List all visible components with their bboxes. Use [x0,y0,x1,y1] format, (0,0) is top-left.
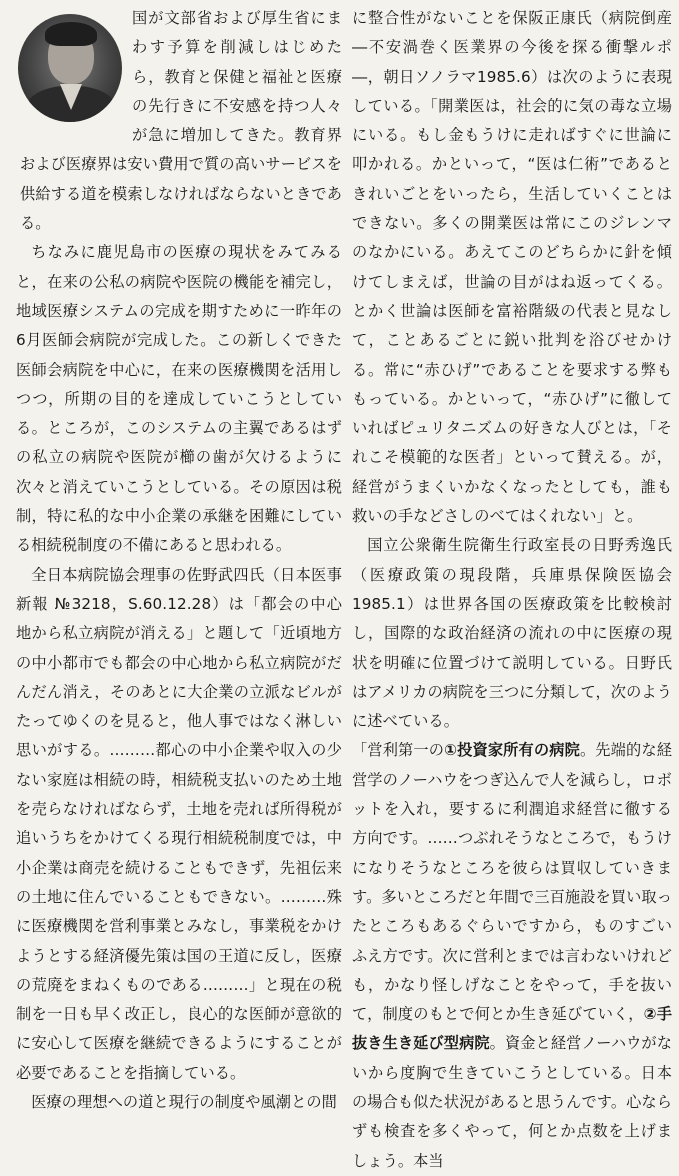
author-portrait-photo [18,14,122,122]
text-run: 「営利第一の [352,741,445,760]
paragraph: 国立公衆衛生院衛生行政室長の日野秀逸氏（医療政策の現段階，兵庫県保険医協会1985.1）は世界各国の医療政策を比較検討し，国際的な政治経済の流れの中に医療の現状を明確に位置づけて説明している。日野氏はアメリカの病院を三つに分類して，次のように述べている。 [352,536,672,731]
left-column [16,4,342,1117]
portrait-hair [45,22,97,46]
paragraph: 全日本病院協会理事の佐野武四氏（日本医事新報 №3218，S.60.12.28）は「都会の中心地から私立病院が消える」と題して「近頃地方の中小都市でも都会の中心地から私立病院がだんだん消え，そのあとに大企業の立派なビルがたってゆくのを見ると，他人事ではなく淋しい思いがする。………都心の中小企業や収入の少ない家庭は相続の時，相続税支払いのため土地を売らなければならず，土地を売れば所得税が追いうちをかけてくる現行相続税制度では，中小企業は商売を続けることもできず，先祖伝来の土地に住んでいることもできない。………殊に医療機関を営利事業とみなし，事業税をかけようとする経済優先策は国の王道に反し，医療の荒廃をまねくものである………」と現在の税制を一日も早く改正し，良心的な医師が意欲的に安心して医療を継続できるようにすることが必要であることを指摘している。 [16,565,342,1082]
bold-term: ①投資家所有の病院 [444,741,580,760]
paragraph: に整合性がないことを保阪正康氏（病院倒産―不安渦巻く医業界の今後を探る衝撃ルポ―，朝日ソノラマ1985.6）は次のように表現している。「開業医は，社会的に気の毒な立場にいる。もし金もうけに走ればすぐに世論に叩かれる。かといって，“医は仁術”であるときれいごとをいったら，生活していくことはできない。多くの開業医は常にこのジレンマのなかにいる。あえてこのどちらかに針を傾けてしまえば，世論の目がはね返ってくる。とかく世論は医師を富裕階級の代表と見なして，ことあるごとに鋭い批判を浴びせかける。常に“赤ひげ”であることを要求する弊ももっている。かといって，“赤ひげ”に徹していればピュリタニズムの好きな人びとは，「それこそ模範的な医者」といって賛える。が，経営がうまくいかなくなったとしても，誰も救いの手などさしのべてはくれない」と。 [352,9,672,526]
paragraph [352,736,672,1175]
bold-term: ②手抜き生き延び型病院 [352,1005,672,1053]
text-run: 。資金と経営ノーハウがないから度胸で生きていこうとしている。日本の場合も似た状況があると思うんです。心ならずも検査を多くやって，何とか点数を上げましょう。本当 [352,1034,673,1170]
paragraph: 国が文部省および厚生省にまわす予算を削減しはじめたら，教育と保健と福祉と医療の先行きに不安感を持つ人々が急に増加してきた。教育界および医療界は安い費用で質の高いサービスを供給する道を模索しなければならないときである。 [20,9,342,233]
right-column [352,4,672,1176]
paragraph: 医療の理想への道と現行の制度や風潮との間 [31,1092,337,1111]
text-run: 。先端的な経営学のノーハウをつぎ込んで人を減らし，ロボットを入れ，要するに利潤追求経営に徹する方向です。……つぶれそうなところで，もうけになりそうなところを彼らは買収していきます。多いところだと年間で三百施設を買い取ったところもあるぐらいですから，ものすごいふえ方です。次に営利とまでは言わないけれども，かなり怪しげなことをやって，手を抜いて，制度のもとで何とか生き延びていく， [352,741,672,1024]
paragraph: ちなみに鹿児島市の医療の現状をみてみると，在来の公私の病院や医院の機能を補完し，地域医療システムの完成を期すために一昨年の6月医師会病院が完成した。この新しくできた医師会病院を中心に，在来の医療機関を活用しつつ，所期の目的を達成していこうとしている。ところが，このシステムの主翼であるはずの私立の病院や医院が櫛の歯が欠けるように次々と消えていこうとしている。その原因は税制，特に私的な中小企業の承継を困難にしている相続税制度の不備にあると思われる。 [16,243,342,555]
